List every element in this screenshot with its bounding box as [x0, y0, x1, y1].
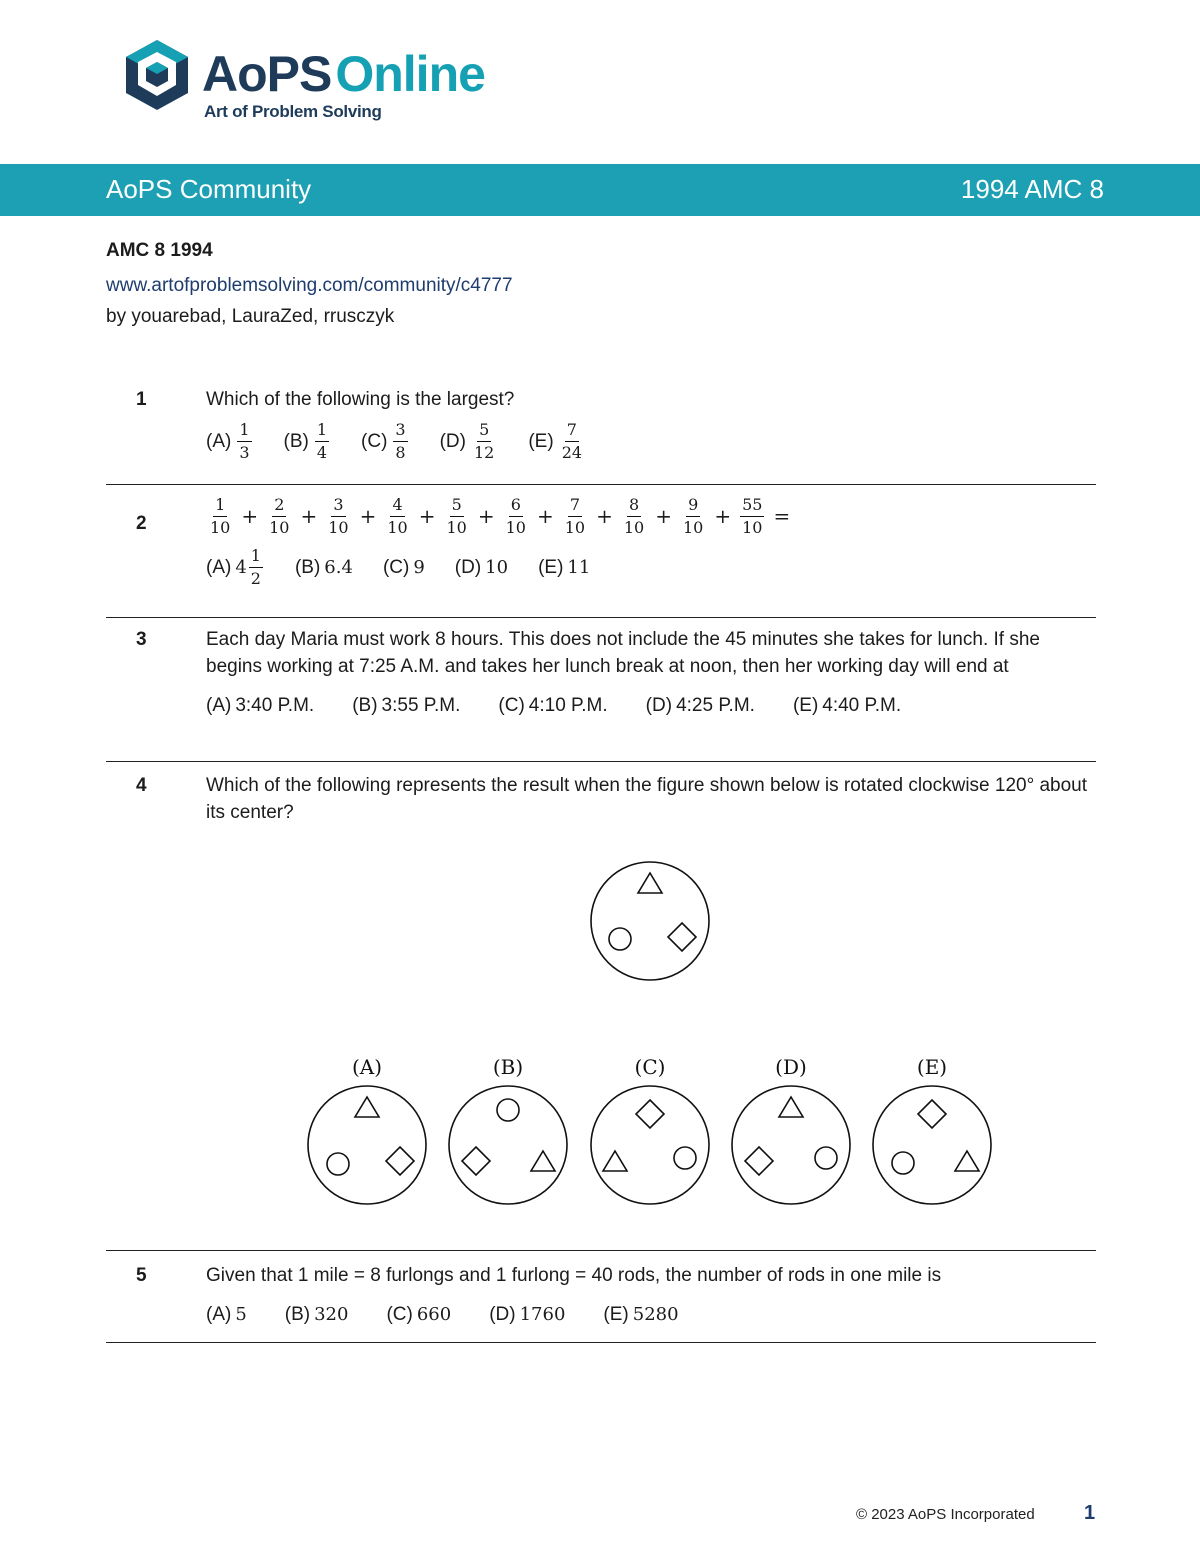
- choice-c: (C) 4:10 P.M.: [498, 695, 608, 716]
- problem-text: Which of the following represents the result when the figure shown below is rotated clockwise 120° about its center?: [206, 775, 1088, 823]
- choice-c: (C) 9: [382, 557, 425, 578]
- choice-b: (B) 6.4: [294, 557, 353, 578]
- plus-sign: +: [418, 504, 436, 528]
- sum-term: $\frac{6}{10}$: [505, 495, 526, 537]
- choice-c: (C) $\frac{3}{8}$: [361, 420, 406, 462]
- choice-d: (D) 1760: [489, 1304, 566, 1325]
- option-figure-d[interactable]: [732, 1086, 850, 1204]
- option-figure-a[interactable]: [308, 1086, 426, 1204]
- problem-text: Which of the following is the largest?: [206, 389, 515, 410]
- choice-d: (D) 4:25 P.M.: [645, 695, 755, 716]
- choice-b: (B) 320: [284, 1304, 349, 1325]
- problem-number: 3: [136, 629, 147, 650]
- sum-term: $\frac{55}{10}$: [742, 495, 763, 537]
- choice-e: (E) 4:40 P.M.: [792, 695, 902, 716]
- plus-sign: +: [536, 504, 554, 528]
- logo-product: Online: [335, 46, 485, 102]
- option-figure-e[interactable]: [873, 1086, 991, 1204]
- plus-sign: +: [359, 504, 377, 528]
- plus-sign: +: [477, 504, 495, 528]
- choice-d: (D) 10: [454, 557, 509, 578]
- plus-sign: +: [241, 504, 259, 528]
- problem-number: 2: [136, 513, 147, 534]
- option-label-b: (B): [492, 1055, 524, 1079]
- problem-number: 1: [136, 389, 147, 410]
- option-figure-c[interactable]: [591, 1086, 709, 1204]
- choice-a: (A) 4 $\frac{1}{2}$: [206, 546, 261, 588]
- option-label-c: (C): [634, 1055, 666, 1079]
- logo-tagline: Art of Problem Solving: [204, 102, 382, 121]
- choice-a: (A) $\frac{1}{3}$: [206, 420, 250, 462]
- choice-d: (D) $\frac{5}{12}$: [439, 420, 495, 462]
- option-figure-b[interactable]: [449, 1086, 567, 1204]
- divider: [106, 1250, 1096, 1251]
- choice-a: (A) 5: [206, 1304, 247, 1325]
- plus-sign: +: [714, 504, 732, 528]
- sum-term: $\frac{4}{10}$: [387, 495, 408, 537]
- sum-term: $\frac{7}{10}$: [564, 495, 586, 537]
- page-number: 1: [1084, 1502, 1096, 1524]
- choice-a: (A) 3:40 P.M.: [206, 695, 315, 716]
- problem-text: Given that 1 mile = 8 furlongs and 1 furlong = 40 rods, the number of rods in one mile is: [206, 1265, 942, 1286]
- problem-number: 4: [136, 775, 147, 796]
- choice-b: (B) 3:55 P.M.: [352, 695, 461, 716]
- community-title: AoPS Community: [106, 174, 312, 204]
- sum-term: $\frac{3}{10}$: [328, 495, 349, 537]
- option-label-d: (D): [775, 1055, 807, 1079]
- contest-title: 1994 AMC 8: [960, 174, 1104, 204]
- option-labels: [352, 1055, 947, 1079]
- community-link[interactable]: www.artofproblemsolving.com/community/c4777: [106, 275, 513, 296]
- doc-title: AMC 8 1994: [106, 240, 213, 261]
- sum-term: $\frac{2}{10}$: [269, 495, 290, 537]
- option-label-a: (A): [351, 1055, 383, 1079]
- plus-sign: +: [300, 504, 318, 528]
- sum-term: $\frac{9}{10}$: [683, 495, 704, 537]
- choice-c: (C) 660: [386, 1304, 452, 1325]
- answer-choices: [206, 1301, 1096, 1328]
- original-figure: [591, 862, 709, 980]
- choice-e: (E) $\frac{7}{24}$: [528, 420, 583, 462]
- choice-b: (B) $\frac{1}{4}$: [283, 420, 328, 462]
- equals-sign: =: [773, 504, 791, 528]
- option-label-e: (E): [916, 1055, 948, 1079]
- choice-e: (E) 5280: [603, 1304, 679, 1325]
- sum-term: $\frac{1}{10}$: [210, 495, 231, 537]
- plus-sign: +: [655, 504, 672, 528]
- sum-term: $\frac{5}{10}$: [446, 495, 467, 537]
- choice-e: (E) 11: [538, 557, 591, 578]
- sum-term: $\frac{8}{10}$: [623, 495, 645, 537]
- plus-sign: +: [596, 504, 613, 528]
- problem-number: 5: [136, 1265, 147, 1286]
- problem-text: Each day Maria must work 8 hours. This does not include the 45 minutes she takes for lunch. If she begins working at 7:25 A.M. and takes her lunch break at noon, then her working day will end at: [206, 629, 1040, 677]
- logo-brand: AoPS: [202, 46, 332, 102]
- authors: by youarebad, LauraZed, rrusczyk: [106, 306, 395, 327]
- divider: [106, 1342, 1096, 1343]
- copyright: © 2023 AoPS Incorporated: [856, 1506, 1035, 1523]
